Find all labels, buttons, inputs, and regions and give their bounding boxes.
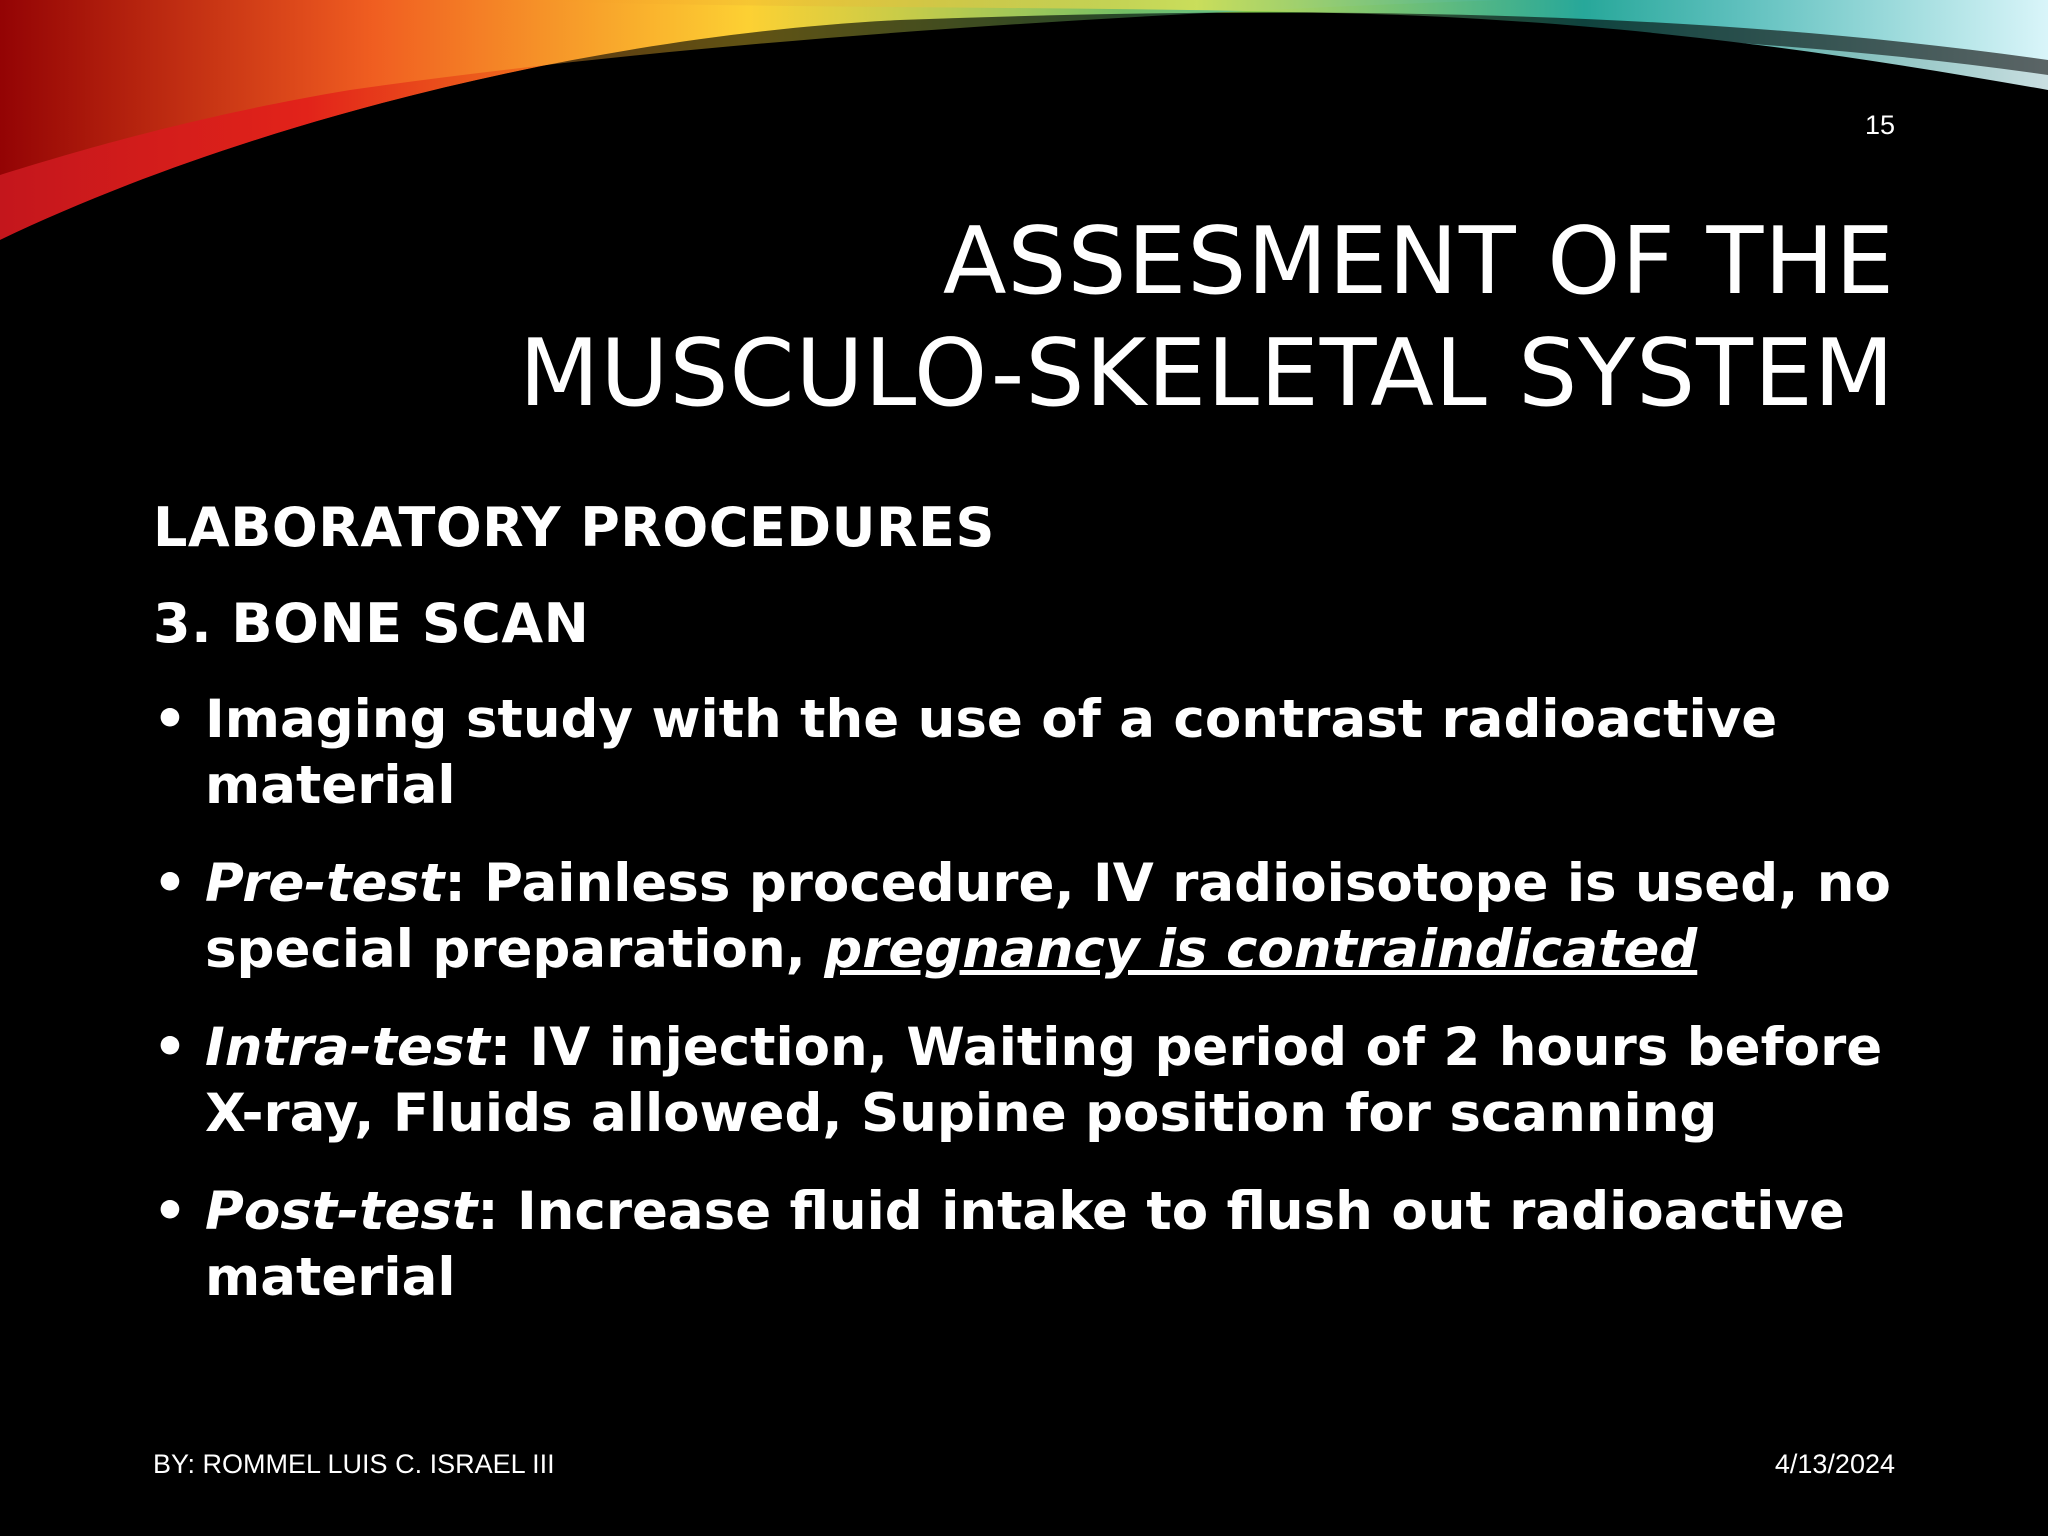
bullet-icon: • bbox=[153, 1181, 187, 1242]
bullet-icon: • bbox=[153, 689, 187, 750]
subsection-heading: 3. BONE SCAN bbox=[153, 592, 590, 655]
slide-number: 15 bbox=[1864, 110, 1895, 140]
bullet-text: : Increase fluid intake to flush out radioactive material bbox=[205, 1181, 1845, 1308]
bullet-icon: • bbox=[153, 1017, 187, 1078]
bullet-icon: • bbox=[153, 853, 187, 914]
bullet-text: : Painless procedure, IV radioisotope is used, no special preparation, bbox=[205, 853, 1891, 980]
bullet-item-intra-test bbox=[153, 1015, 1913, 1147]
section-heading: LABORATORY PROCEDURES bbox=[153, 496, 995, 559]
bullet-item-imaging bbox=[153, 687, 1913, 819]
bullet-text: : IV injection, Waiting period of 2 hours before X-ray, Fluids allowed, Supine position for scanning bbox=[205, 1017, 1883, 1144]
bullet-label: Post-test bbox=[205, 1181, 478, 1242]
slide-body bbox=[153, 495, 1913, 1343]
footer-date: 4/13/2024 bbox=[1774, 1449, 1895, 1479]
bullet-item-pre-test bbox=[153, 851, 1913, 983]
bullet-label: Pre-test bbox=[205, 853, 445, 914]
slide-title-line-1: ASSESMENT OF THE bbox=[942, 207, 1895, 315]
bullet-label: Intra-test bbox=[205, 1017, 490, 1078]
bullet-item-post-test bbox=[153, 1179, 1913, 1311]
slide-title-line-2: MUSCULO-SKELETAL SYSTEM bbox=[519, 319, 1895, 427]
slide-title bbox=[295, 205, 1895, 429]
bullet-list bbox=[153, 687, 1913, 1311]
bullet-text: Imaging study with the use of a contrast radioactive material bbox=[205, 689, 1778, 816]
bullet-emphasis: pregnancy is contraindicated bbox=[824, 919, 1698, 980]
footer-author: BY: ROMMEL LUIS C. ISRAEL III bbox=[153, 1449, 555, 1479]
